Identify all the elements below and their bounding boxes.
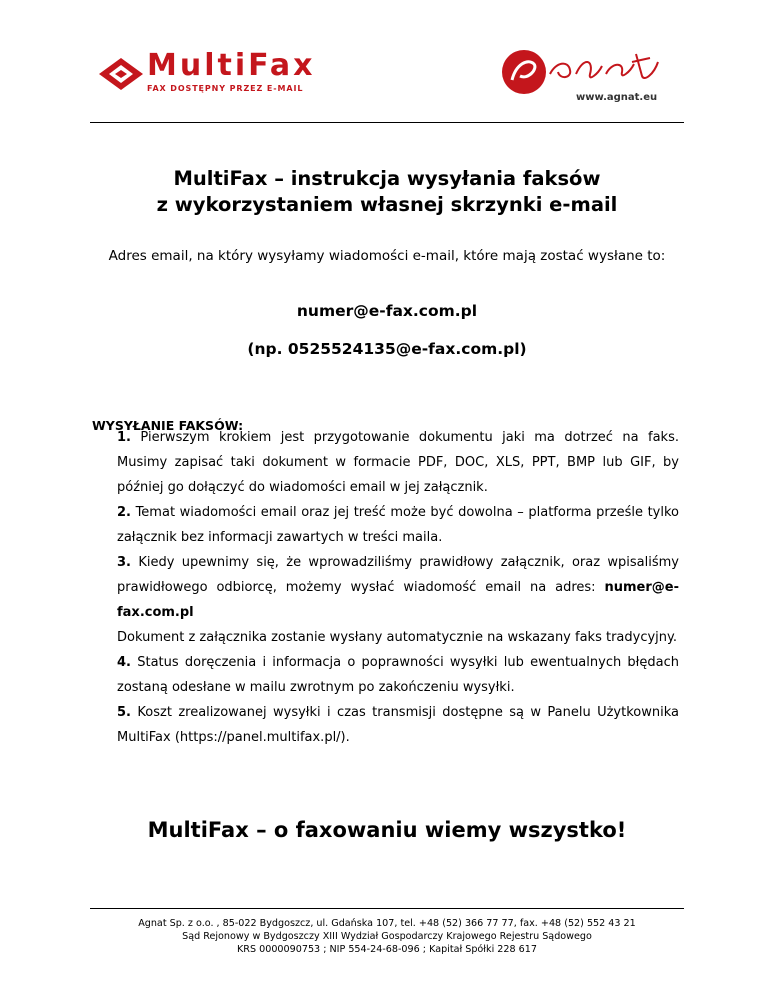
intro-text: Adres email, na który wysyłamy wiadomości e-mail, które mają zostać wysłane to:: [108, 248, 666, 264]
step-number: 5.: [117, 705, 131, 720]
step-text: Temat wiadomości email oraz jej treść może być dowolna – platforma prześle tylko załącznik bez informacji zawartych w treści maila.: [117, 505, 679, 545]
multifax-logo-tagline: FAX DOSTĘPNY PRZEZ E-MAIL: [147, 84, 304, 93]
agnat-logo: [498, 44, 683, 110]
title-line-2: z wykorzystaniem własnej skrzynki e-mail: [156, 193, 618, 216]
step-item: [117, 500, 679, 550]
step-text: Status doręczenia i informacja o poprawności wysyłki lub ewentualnych błędach zostaną odesłane w mailu zwrotnym po zakończeniu wysyłki.: [117, 655, 679, 695]
footer-line-3: KRS 0000090753 ; NIP 554-24-68-096 ; Kapitał Spółki 228 617: [237, 944, 537, 955]
document-title: [90, 166, 684, 218]
header-divider: [90, 122, 684, 123]
step-extra-text: Dokument z załącznika zostanie wysłany automatycznie na wskazany faks tradycyjny.: [117, 630, 677, 645]
step-item: [117, 650, 679, 700]
section-heading: WYSYŁANIE FAKSÓW:: [92, 418, 244, 433]
agnat-url: www.agnat.eu: [576, 92, 658, 103]
multifax-logo: [95, 48, 327, 96]
slogan: MultiFax – o faxowaniu wiemy wszystko!: [147, 818, 627, 842]
footer-line-1: Agnat Sp. z o.o. , 85-022 Bydgoszcz, ul. Gdańska 107, tel. +48 (52) 366 77 77, fax. +48 (52) 552 43 21: [138, 918, 636, 929]
step-number: 1.: [117, 430, 131, 445]
step-item: [117, 425, 679, 500]
step-item: [117, 700, 679, 750]
multifax-logo-text: MultiFax: [147, 48, 316, 83]
steps-list: [117, 427, 679, 750]
agnat-swirl-icon: [498, 44, 683, 94]
step-text: Koszt zrealizowanej wysyłki i czas transmisji dostępne są w Panelu Użytkownika MultiFax (https://panel.multifax.pl/).: [117, 705, 679, 745]
footer-divider: [90, 908, 684, 909]
multifax-diamond-icon: [95, 52, 151, 96]
footer-line-2: Sąd Rejonowy w Bydgoszczy XIII Wydział Gospodarczy Krajowego Rejestru Sądowego: [182, 931, 592, 942]
step-email-address: numer@e-fax.com.pl: [117, 580, 679, 620]
step-number: 3.: [117, 555, 131, 570]
step-item: [117, 550, 679, 650]
fax-email-example: (np. 0525524135@e-fax.com.pl): [247, 340, 527, 358]
step-number: 4.: [117, 655, 131, 670]
footer: [90, 917, 684, 956]
step-number: 2.: [117, 505, 131, 520]
fax-email-address: numer@e-fax.com.pl: [296, 302, 478, 320]
title-line-1: MultiFax – instrukcja wysyłania faksów: [173, 167, 601, 190]
step-text: Kiedy upewnimy się, że wprowadziliśmy prawidłowy załącznik, oraz wpisaliśmy prawidłowego odbiorcę, możemy wysłać wiadomość email na adres:: [117, 555, 679, 595]
step-text: Pierwszym krokiem jest przygotowanie dokumentu jaki ma dotrzeć na faks. Musimy zapisać taki dokument w formacie PDF, DOC, XLS, PPT, BMP lub GIF, by później go dołączyć do wiadomości email w jej załącznik.: [117, 430, 679, 495]
